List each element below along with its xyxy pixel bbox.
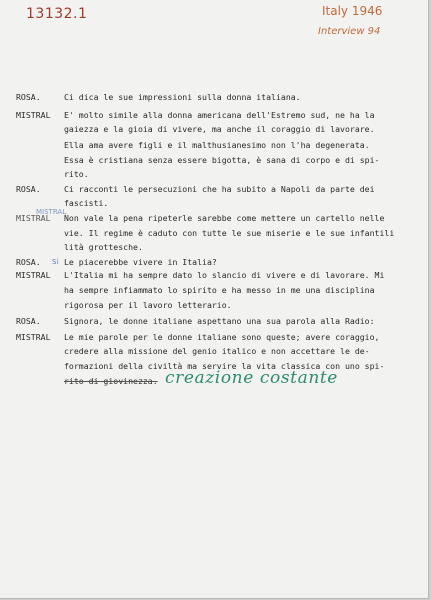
- transcript-line: rigorosa per il lavoro letterario.: [64, 300, 232, 310]
- transcript-line: rito.: [64, 169, 89, 179]
- transcript-line: Ci racconti le persecuzioni che ha subito a Napoli da parte dei: [64, 184, 375, 194]
- interview-code-annotation: Interview 94: [318, 26, 381, 37]
- speaker-label: ROSA.: [16, 316, 41, 326]
- doc-id-annotation: 13132.1: [26, 6, 88, 22]
- country-year-annotation: Italy 1946: [322, 4, 383, 18]
- speaker-label: MISTRAL: [16, 110, 51, 120]
- transcript-line: lità grottesche.: [64, 242, 143, 252]
- transcript-line: vie. Il regime è caduto con tutte le sue miserie e le sue infantili: [64, 228, 395, 238]
- transcript-line: rito di giovinezza.: [64, 376, 158, 386]
- speaker-label: MISTRAL: [16, 270, 51, 280]
- transcript-line: Ella ama avere figli e il malthusianesimo non l'ha degenerata.: [64, 140, 370, 150]
- transcript-line: Le piacerebbe vivere in Italia?: [64, 257, 217, 267]
- speaker-label: ROSA.: [16, 257, 41, 267]
- speaker-label: MISTRAL: [16, 332, 51, 342]
- transcript-line: gaiezza e la gioia di vivere, ma anche il coraggio di lavorare.: [64, 124, 375, 134]
- speaker-label: ROSA.: [16, 184, 41, 194]
- transcript-line: Le mie parole per le donne italiane sono queste; avere coraggio,: [64, 332, 380, 342]
- transcript-line: Essa è cristiana senza essere bigotta, è sana di corpo e di spi-: [64, 155, 380, 165]
- speaker-label: ROSA.: [16, 92, 41, 102]
- transcript-line: Non vale la pena ripeterle sarebbe come mettere un cartello nelle: [64, 213, 385, 223]
- speaker-label: MISTRAL: [16, 213, 51, 223]
- transcript-line: Signora, le donne italiane aspettano una sua parola alla Radio:: [64, 316, 375, 326]
- insert-mark-annotation: Si: [52, 258, 59, 266]
- transcript-line: ha sempre infiammato lo spirito e ha messo in me una disciplina: [64, 285, 375, 295]
- transcript-line: formazioni della civiltà ma servire la vita classica con uno spi-: [64, 361, 385, 371]
- transcript-line: L'Italia mi ha sempre dato lo slancio di vivere e di lavorare. Mi: [64, 270, 385, 280]
- speaker-handwritten-annotation: MISTRAL: [36, 208, 67, 216]
- transcript-line: Ci dica le sue impressioni sulla donna italiana.: [64, 92, 301, 102]
- transcript-line: credere alla missione del genio italico e non accettare le de-: [64, 346, 370, 356]
- transcript-line: fascisti.: [64, 198, 109, 208]
- transcript-line: E' molto simile alla donna americana dell'Estremo sud, ne ha la: [64, 110, 375, 120]
- handwritten-correction: creazione costante: [165, 368, 338, 388]
